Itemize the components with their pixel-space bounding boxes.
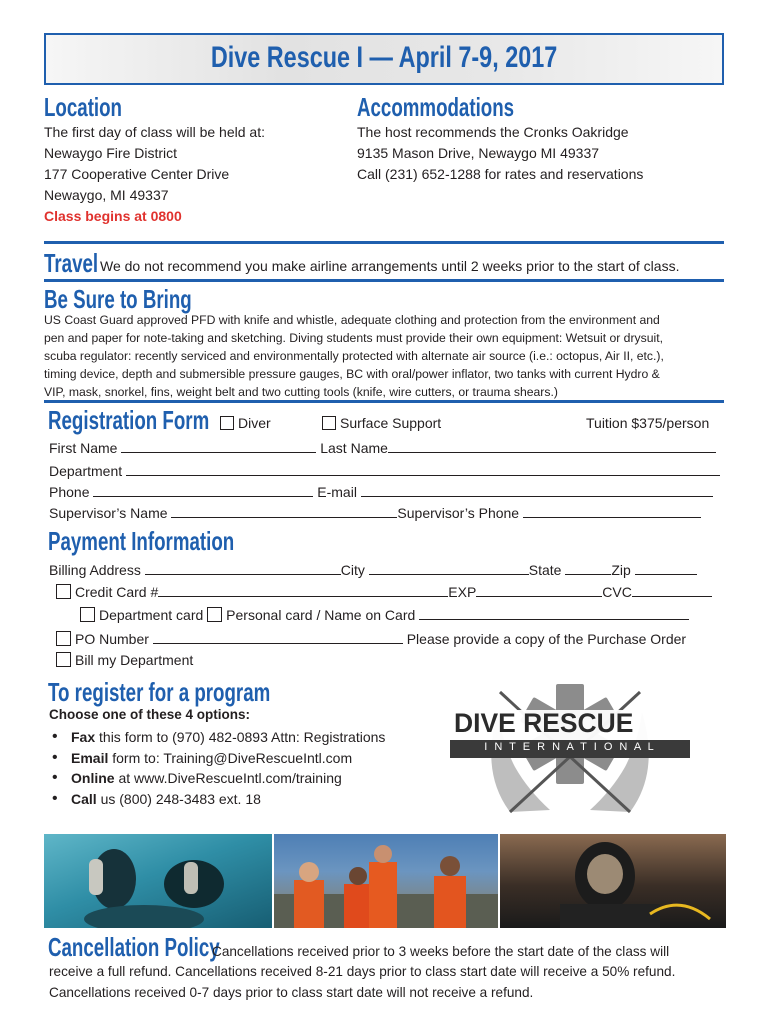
first-name-row [49,438,716,456]
supervisor-phone-label: Supervisor’s Phone [397,505,520,521]
option-label: Online [71,770,115,786]
department-label: Department [49,463,123,479]
bring-heading: Be Sure to Bring [44,284,192,314]
po-checkbox[interactable] [56,631,71,646]
credit-card-row [56,582,712,600]
surface-support-label: Surface Support [340,415,442,431]
city-label: City [340,562,365,578]
po-number-field[interactable] [153,629,403,644]
department-field[interactable] [126,461,720,476]
cancellation-line: Cancellations received 0-7 days prior to class start date will not receive a refund. [49,985,534,1000]
accommodations-section [357,92,575,123]
divider [44,241,724,244]
list-item [49,789,385,810]
department-card-label: Department card [99,607,204,623]
zip-label: Zip [611,562,631,578]
cvc-label: CVC [602,584,632,600]
option-text: at www.DiveRescueIntl.com/training [114,770,342,786]
bring-line: timing device, depth and submersible pressure gauges, BC with oral/power inflator, two tanks with current Hydro & [44,367,660,381]
phone-field[interactable] [93,482,313,497]
option-text: form to: Training@DiveRescueIntl.com [108,749,353,766]
first-name-field[interactable] [121,438,316,453]
accommodations-line: The host recommends the Cronks Oakridge [357,124,629,140]
drysuit-photo-icon [500,834,726,928]
location-heading: Location [44,92,123,122]
credit-card-label: Credit Card # [75,584,159,600]
location-details [44,122,344,227]
location-section [44,92,152,123]
supervisor-name-field[interactable] [171,503,397,518]
page-title: Dive Rescue I — April 7-9, 2017 [210,41,558,74]
personal-card-label: Personal card / Name on Card [226,607,416,623]
payment-section [48,526,307,557]
diver-checkbox[interactable] [220,416,234,430]
option-label: Fax [71,729,96,745]
dive-rescue-logo [440,672,700,822]
surface-support-checkbox[interactable] [322,416,336,430]
registration-heading: Registration Form [48,405,210,435]
supervisor-phone-field[interactable] [523,503,701,518]
payment-heading: Payment Information [48,526,235,556]
state-field[interactable] [565,560,611,575]
credit-card-field[interactable] [158,582,448,597]
supervisor-row [49,503,701,521]
travel-text: We do not recommend you make airline arrangements until 2 weeks prior to the start of class. [100,258,680,274]
divider [44,279,724,282]
location-line: Newaygo Fire District [44,145,178,161]
billing-address-field[interactable] [145,560,341,575]
phone-label: Phone [49,484,90,500]
register-heading: To register for a program [48,677,271,707]
divers-photo-icon [44,834,272,928]
list-item [49,768,385,789]
list-item [49,748,385,769]
register-options-list [49,727,385,809]
last-name-field[interactable] [388,438,716,453]
zip-field[interactable] [635,560,697,575]
rescue-team-photo [274,834,498,928]
personal-card-checkbox[interactable] [207,607,222,622]
bring-line: pen and paper for note-taking and sketching. Diving students must provide their own equipment: Wetsuit or drysuit, [44,331,663,345]
bring-line: US Coast Guard approved PFD with knife and whistle, adequate clothing and protection from the environment and [44,313,660,327]
po-row [56,629,686,647]
cvc-field[interactable] [632,582,712,597]
bill-department-row [56,652,193,668]
diver-option[interactable] [220,415,271,431]
po-number-label: PO Number [75,631,149,647]
cancellation-heading: Cancellation Policy [48,932,220,962]
bring-line: scuba regulator: recently serviced and environmentally protected with alternate air source (i.e.: octopus, Air II, etc.), [44,349,664,363]
tuition-text: Tuition $375/person [586,415,710,431]
underwater-divers-photo [44,834,272,928]
location-line: The first day of class will be held at: [44,124,265,140]
divider [44,400,724,403]
phone-row [49,482,713,500]
email-label: E-mail [317,484,357,500]
option-text: us (800) 248-3483 ext. 18 [96,790,261,807]
diver-label: Diver [238,415,271,431]
travel-section [44,248,99,279]
class-start-note: Class begins at 0800 [44,208,182,224]
title-banner [44,33,724,85]
option-label: Call [71,790,97,807]
logo-wordmark: DIVE RESCUE [454,708,634,738]
team-photo-icon [274,834,498,928]
exp-field[interactable] [476,582,602,597]
accommodations-heading: Accommodations [357,92,515,122]
bring-list [44,311,734,401]
list-item [49,727,385,748]
email-field[interactable] [361,482,713,497]
first-name-label: First Name [49,440,118,456]
accommodations-line: Call (231) 652-1288 for rates and reservations [357,166,644,182]
accommodations-line: 9135 Mason Drive, Newaygo MI 49337 [357,145,600,161]
name-on-card-field[interactable] [419,605,689,620]
city-field[interactable] [369,560,529,575]
cancellation-line: Cancellations received prior to 3 weeks before the start date of the class will [212,944,670,959]
bring-line: VIP, mask, snorkel, fins, weight belt and two cutting tools (knife, wire cutters, or trauma shears.) [44,385,558,399]
credit-card-checkbox[interactable] [56,584,71,599]
department-card-checkbox[interactable] [80,607,95,622]
billing-row [49,560,697,578]
state-label: State [528,562,562,578]
register-intro: Choose one of these 4 options: [49,707,251,722]
location-line: 177 Cooperative Center Drive [44,166,230,182]
location-line: Newaygo, MI 49337 [44,187,169,203]
last-name-label: Last Name [320,440,388,456]
diver-drysuit-photo [500,834,726,928]
option-label: Email [71,749,109,766]
logo-subtitle: I N T E R N A T I O N A L [484,741,656,753]
accommodations-details [357,122,727,185]
bill-department-checkbox[interactable] [56,652,71,667]
department-row [49,461,720,479]
supervisor-name-label: Supervisor’s Name [49,505,168,521]
register-section [48,677,357,708]
travel-heading: Travel [44,248,99,278]
bill-department-label: Bill my Department [75,652,194,668]
cancellation-line: receive a full refund. Cancellations received 8-21 days prior to class start date will receive a 50% refund. [49,964,676,979]
option-text: this form to (970) 482-0893 Attn: Registrations [95,729,386,745]
billing-address-label: Billing Address [49,562,141,578]
surface-support-option[interactable] [322,415,441,431]
po-note: Please provide a copy of the Purchase Order [406,631,687,647]
card-type-row [80,605,689,623]
exp-label: EXP [448,584,477,600]
